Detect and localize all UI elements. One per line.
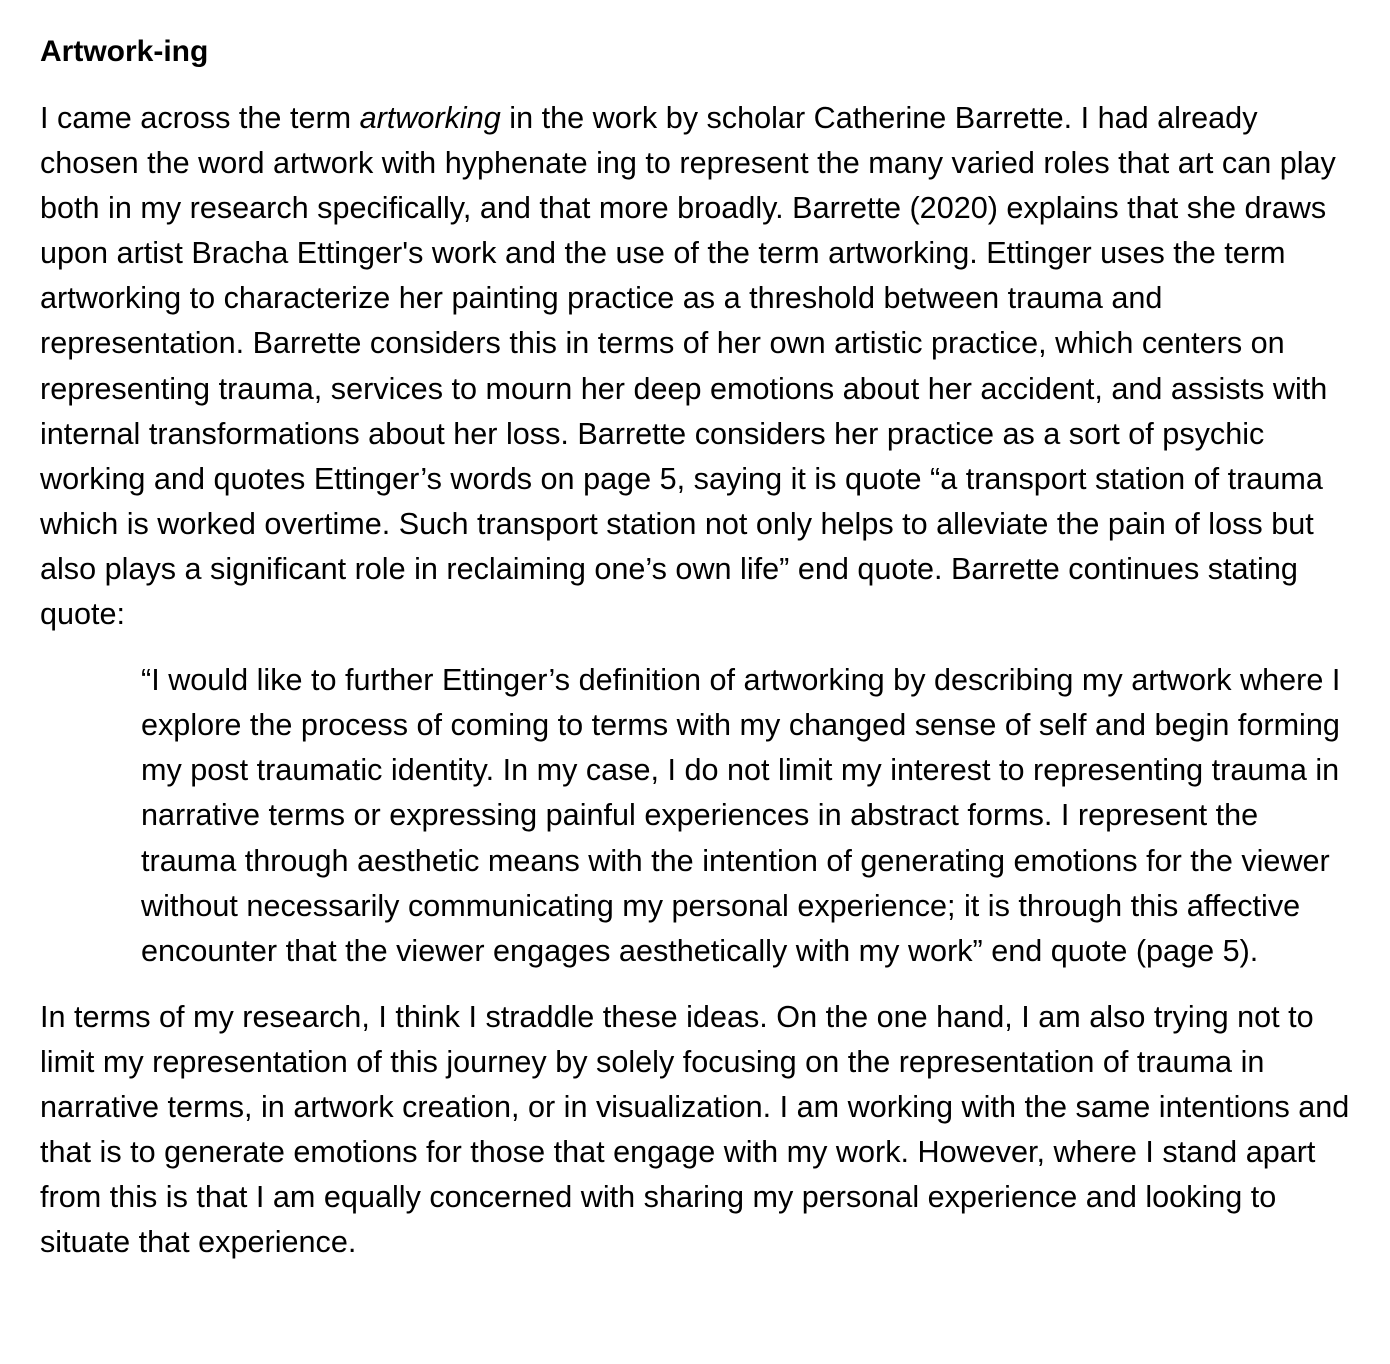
block-quote: “I would like to further Ettinger’s definition of artworking by describing my artwork where I explore the process of coming to terms with my changed sense of self and begin forming my post traumatic identity. In my case, I do not limit my interest to representing trauma in narrative terms or expressing painful experiences in abstract forms. I represent the trauma through aesthetic means with the intention of generating emotions for the viewer without necessarily communicating my personal experience; it is through this affective encounter that the viewer engages aesthetically with my work” end quote (page 5). [141, 663, 1341, 968]
document-page [40, 30, 1360, 1265]
intro-paragraph [40, 96, 1360, 637]
closing-paragraph: In terms of my research, I think I straddle these ideas. On the one hand, I am also trying not to limit my representation of this journey by solely focusing on the representation of trauma in narrative terms, in artwork creation, or in visualization. I am working with the same intentions and that is to generate emotions for those that engage with my work. However, where I stand apart from this is that I am equally concerned with sharing my personal experience and looking to situate that experience. [40, 999, 1350, 1260]
italic-term: artworking [359, 101, 501, 135]
section-heading: Artwork-ing [40, 35, 209, 68]
intro-text-start: I came across the term [40, 101, 360, 135]
intro-text-rest: in the work by scholar Catherine Barrette. I had already chosen the word artwork with hyphenate ing to represent the many varied roles that art can play both in my research specifically, and that more broadly. Barrette (2020) explains that she draws upon artist Bracha Ettinger's work and the use of the term artworking. Ettinger uses the term artworking to characterize her painting practice as a threshold between trauma and representation. Barrette considers this in terms of her own artistic practice, which centers on representing trauma, services to mourn her deep emotions about her accident, and assists with internal transformations about her loss. Barrette considers her practice as a sort of psychic working and quotes Ettinger’s words on page 5, saying it is quote “a transport station of trauma which is worked overtime. Such transport station not only helps to alleviate the pain of loss but also plays a significant role in reclaiming one’s own life” end quote. Barrette continues stating quote: [40, 101, 1336, 632]
